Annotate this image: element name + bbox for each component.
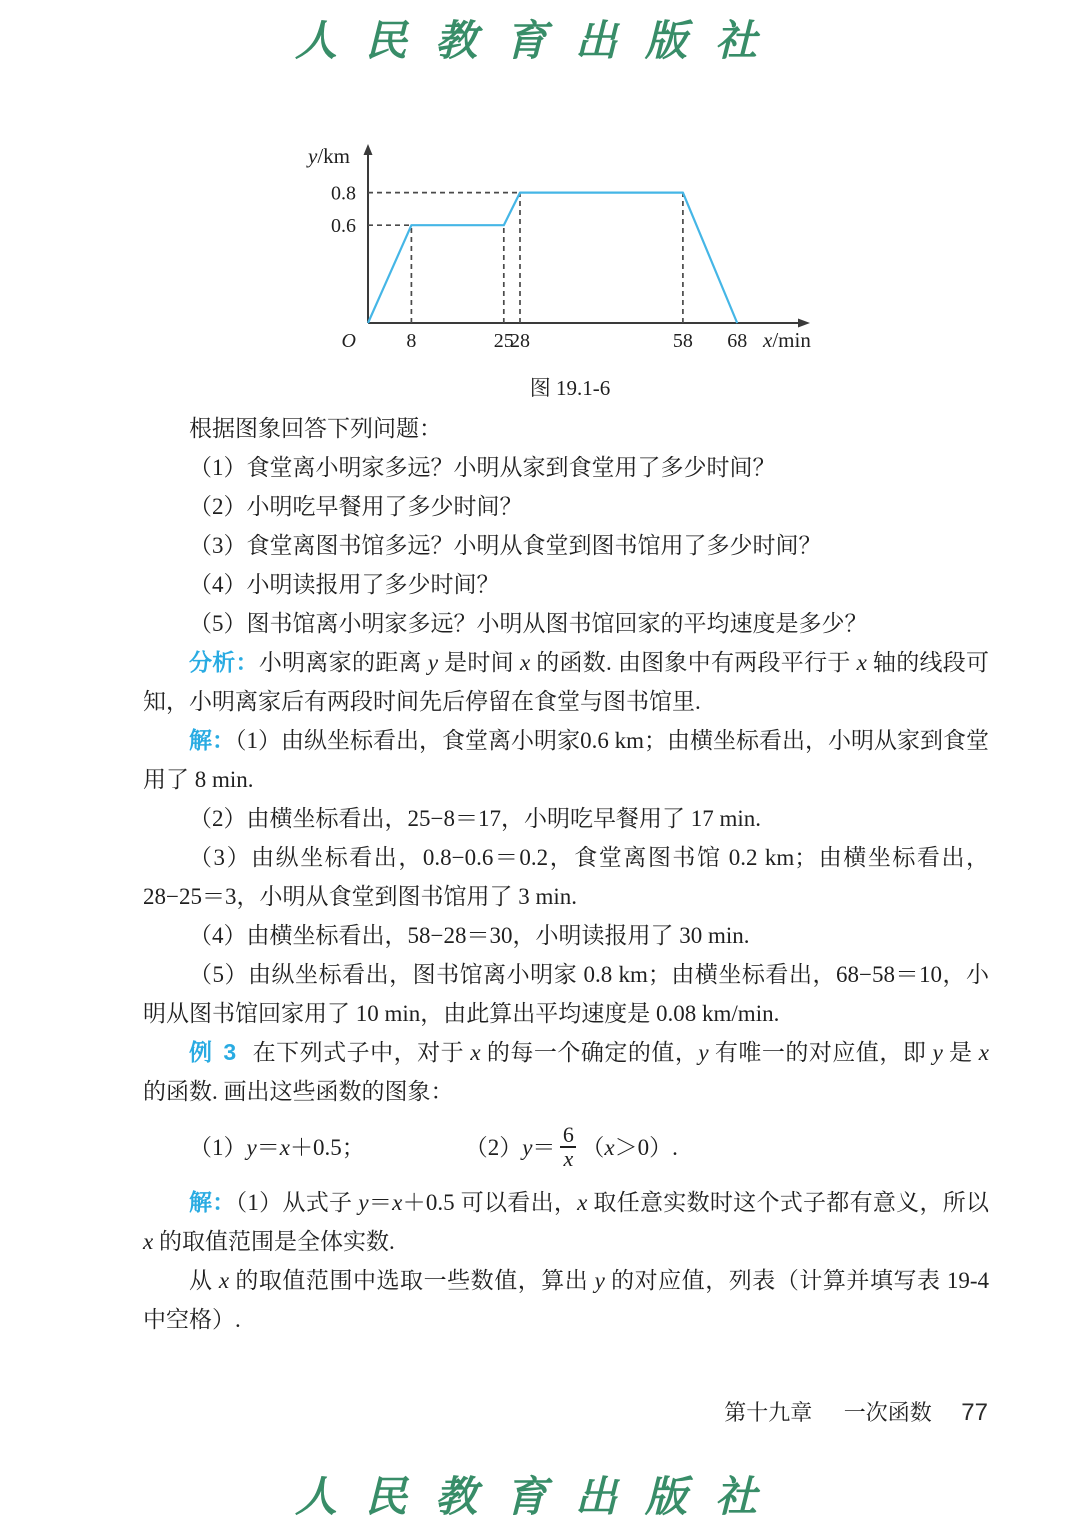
question-5: （5）图书馆离小明家多远？小明从图书馆回家的平均速度是多少？: [189, 611, 868, 636]
solution-paragraph-1: [143, 721, 989, 799]
question-4: （4）小明读报用了多少时间？: [189, 572, 500, 597]
solution-item-5: （5）由纵坐标看出，图书馆离小明家 0.8 km；由横坐标看出，68−58＝10，小明从图书馆回家用了 10 min，由此算出平均速度是 0.08 km/min.: [143, 962, 989, 1026]
distance-time-graph: [280, 140, 825, 352]
question-2: （2）小明吃早餐用了多少时间？: [189, 494, 523, 519]
page-number: 77: [961, 1399, 988, 1426]
formula-2-suffix: （x＞0）.: [581, 1134, 678, 1160]
y-tick-label: 0.6: [331, 215, 356, 238]
intro-line: 根据图象回答下列问题：: [189, 416, 442, 441]
x-axis-arrow: [798, 319, 810, 328]
closing-paragraph: 从 x 的取值范围中选取一些数值，算出 y 的对应值，列表（计算并填写表 19-4 中空格）.: [143, 1268, 990, 1332]
x-tick-label: 25: [493, 330, 514, 352]
footer-chapter: 第十九章: [724, 1400, 813, 1425]
solution-item-2: （2）由横坐标看出，25−8＝17，小明吃早餐用了 17 min.: [189, 806, 762, 831]
formula-row: [143, 1111, 989, 1183]
footer: [724, 1396, 988, 1427]
analysis-label: 分析：: [189, 649, 259, 675]
solution-label: 解：: [189, 727, 236, 753]
publisher-logo-header: 人民教育出版社: [294, 19, 785, 65]
y-axis-label: y/km: [308, 144, 350, 168]
example3-paragraph: [143, 1033, 989, 1111]
solution-text-1: （1）由纵坐标看出，食堂离小明家0.6 km；由横坐标看出，小明从家到食堂用了 8 min.: [143, 728, 990, 792]
question-1: （1）食堂离小明家多远？小明从家到食堂用了多少时间？: [189, 455, 776, 480]
y-tick-label: 0.8: [331, 182, 356, 205]
x-tick-label: 68: [727, 330, 748, 352]
x-tick-label: 8: [406, 330, 417, 352]
solution3-label: 解：: [189, 1189, 236, 1215]
solution3-text: （1）从式子 y＝x＋0.5 可以看出，x 取任意实数时这个式子都有意义，所以 x 的取值范围是全体实数.: [143, 1190, 990, 1254]
example3-text: 在下列式子中，对于 x 的每一个确定的值，y 有唯一的对应值，即 y 是 x 的函数. 画出这些函数的图象：: [143, 1040, 990, 1104]
x-axis-label: x/min: [763, 328, 811, 352]
figure-caption: 图 19.1-6: [529, 376, 611, 400]
solution3-paragraph: [143, 1183, 989, 1261]
fraction-denominator: x: [563, 1146, 574, 1171]
formula-2: [464, 1121, 678, 1171]
formula-2-prefix: （2）y＝: [464, 1134, 556, 1160]
analysis-paragraph: [143, 643, 989, 721]
body-text: [143, 409, 989, 1339]
distance-time-line: [368, 193, 737, 323]
solution-item-3: （3）由纵坐标看出，0.8−0.6＝0.2，食堂离图书馆 0.2 km；由横坐标看出，28−25＝3，小明从食堂到图书馆用了 3 min.: [143, 845, 989, 909]
solution-item-4: （4）由横坐标看出，58−28＝30，小明读报用了 30 min.: [189, 923, 750, 948]
fraction-numerator: 6: [562, 1121, 574, 1147]
publisher-logo-footer: 人民教育出版社: [294, 1475, 785, 1521]
origin-label: O: [341, 330, 356, 352]
x-tick-label: 28: [510, 330, 530, 352]
x-tick-label: 58: [672, 330, 693, 352]
question-3: （3）食堂离图书馆多远？小明从食堂到图书馆用了多少时间？: [189, 533, 822, 558]
analysis-text: 小明离家的距离 y 是时间 x 的函数. 由图象中有两段平行于 x 轴的线段可知，小明离家后有两段时间先后停留在食堂与图书馆里.: [143, 650, 990, 714]
example3-label: 例 3: [189, 1039, 239, 1065]
y-axis-arrow: [364, 144, 373, 155]
fraction-6-over-x: [560, 1121, 576, 1171]
footer-section: 一次函数: [843, 1400, 932, 1425]
formula-1: （1）y＝x＋0.5；: [189, 1134, 365, 1160]
